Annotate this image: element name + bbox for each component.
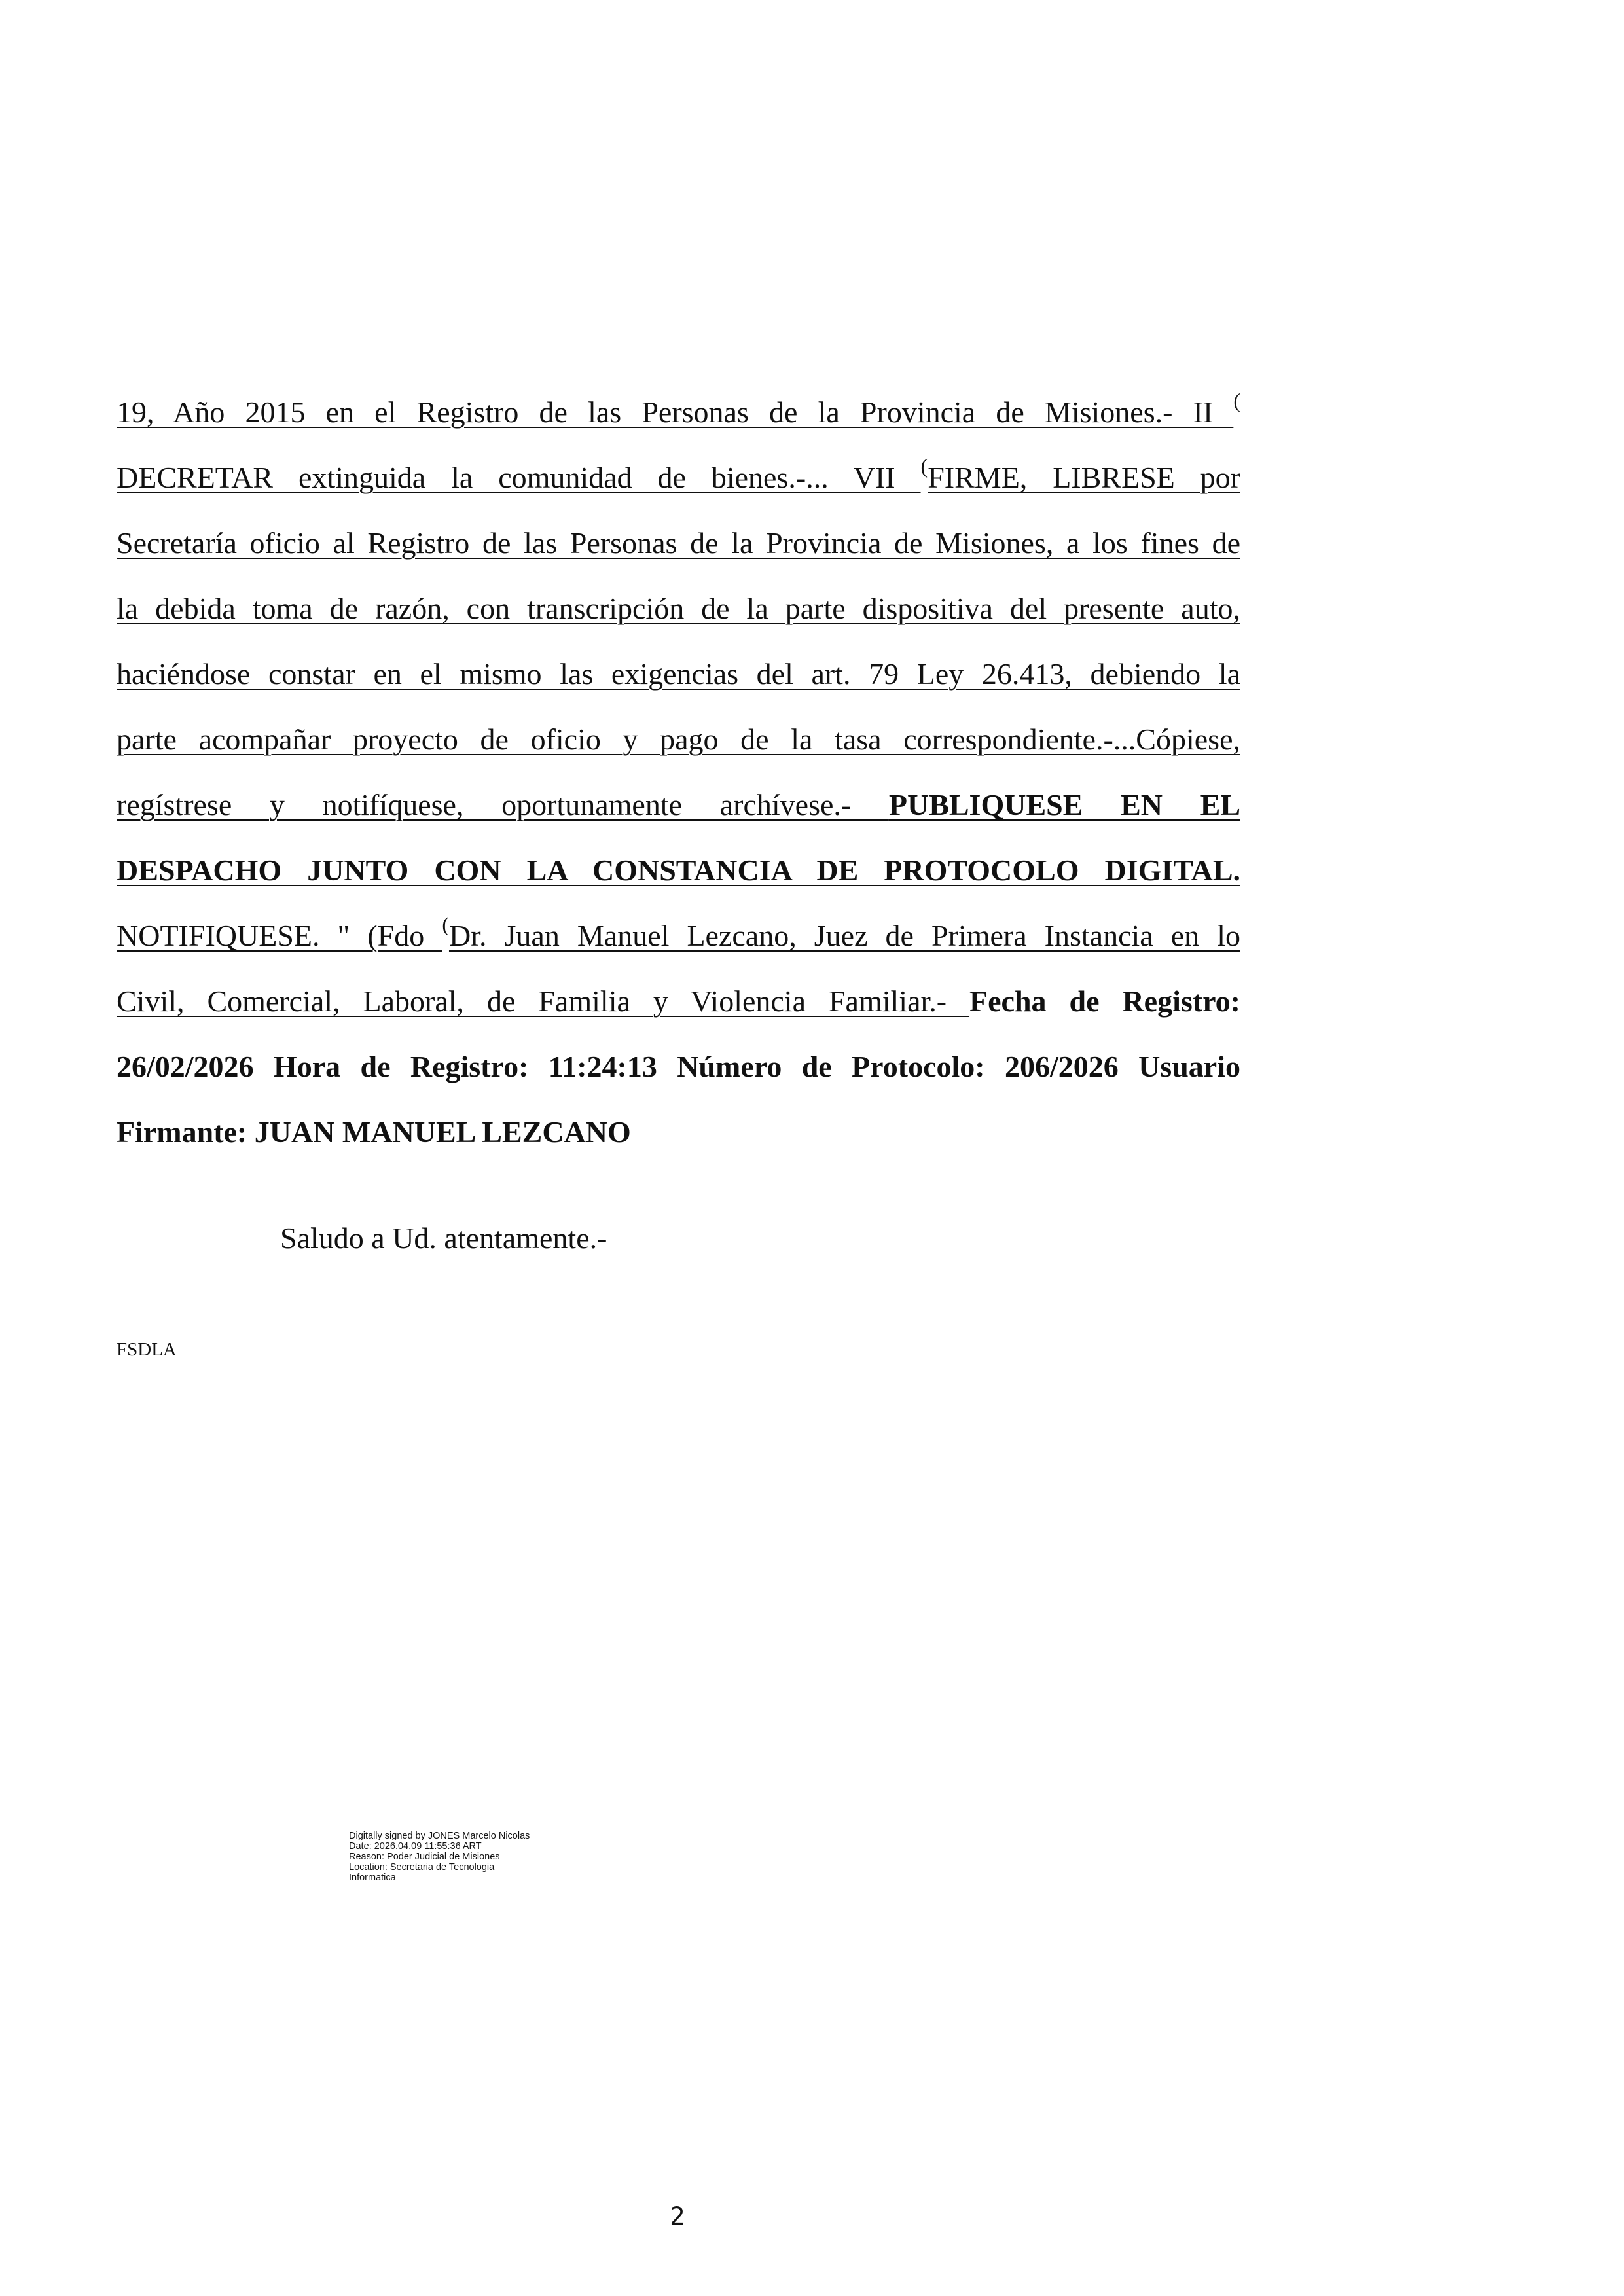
- signature-line: Digitally signed by JONES Marcelo Nicolas: [349, 1831, 530, 1841]
- text-segment: 19, Año 2015 en el Registro de las Personas de la Provincia de Misiones.- II: [117, 395, 1234, 429]
- superscript-mark: (: [920, 454, 928, 478]
- body-text-line: [117, 511, 1240, 576]
- text-segment: Fecha de Registro:: [969, 984, 1240, 1018]
- page-number: 2: [670, 2202, 685, 2231]
- superscript-mark: (: [1233, 389, 1240, 412]
- signature-line: Informatica: [349, 1873, 396, 1883]
- digital-signature-block: [349, 1831, 530, 1883]
- document-body: [117, 380, 1240, 1165]
- signature-line: Date: 2026.04.09 11:55:36 ART: [349, 1841, 482, 1852]
- text-segment: parte acompañar proyecto de oficio y pago de la tasa correspondiente.-...Cópiese,: [117, 723, 1240, 756]
- text-segment: la debida toma de razón, con transcripción de la parte dispositiva del presente auto,: [117, 592, 1240, 625]
- text-segment: DECRETAR extinguida la comunidad de bienes.-... VII: [117, 461, 921, 494]
- text-segment: NOTIFIQUESE. " (Fdo: [117, 919, 442, 952]
- body-text-line: [117, 641, 1240, 707]
- text-segment: Civil, Comercial, Laboral, de Familia y Violencia Familiar.-: [117, 984, 970, 1018]
- body-text-line: [117, 1034, 1240, 1100]
- body-text-line: [117, 969, 1240, 1034]
- text-segment: Firmante: JUAN MANUEL LEZCANO: [117, 1115, 631, 1149]
- text-segment: PUBLIQUESE EN EL: [888, 788, 1240, 821]
- signature-line: Location: Secretaria de Tecnologia: [349, 1862, 495, 1873]
- body-text-line: [117, 838, 1240, 903]
- text-segment: regístrese y notifíquese, oportunamente archívese.-: [117, 788, 889, 821]
- text-segment: FIRME, LIBRESE por: [928, 461, 1240, 494]
- body-text-line: [117, 772, 1240, 838]
- body-text-line: [117, 576, 1240, 641]
- author-initials: FSDLA: [117, 1339, 177, 1360]
- superscript-mark: (: [442, 912, 449, 936]
- body-text-line: [117, 903, 1240, 969]
- text-segment: Dr. Juan Manuel Lezcano, Juez de Primera Instancia en lo: [448, 919, 1240, 952]
- text-segment: Secretaría oficio al Registro de las Personas de la Provincia de Misiones, a los fines de: [117, 526, 1240, 560]
- closing-salutation: Saludo a Ud. atentamente.-: [280, 1221, 607, 1255]
- text-segment: haciéndose constar en el mismo las exigencias del art. 79 Ley 26.413, debiendo la: [117, 657, 1240, 691]
- body-text-line: [117, 445, 1240, 511]
- signature-line: Reason: Poder Judicial de Misiones: [349, 1852, 500, 1862]
- body-text-line: [117, 380, 1240, 445]
- body-text-line: [117, 707, 1240, 772]
- body-text-line: [117, 1100, 1240, 1165]
- text-segment: 26/02/2026 Hora de Registro: 11:24:13 Número de Protocolo: 206/2026 Usuario: [117, 1050, 1240, 1083]
- text-segment: DESPACHO JUNTO CON LA CONSTANCIA DE PROTOCOLO DIGITAL.: [117, 853, 1240, 887]
